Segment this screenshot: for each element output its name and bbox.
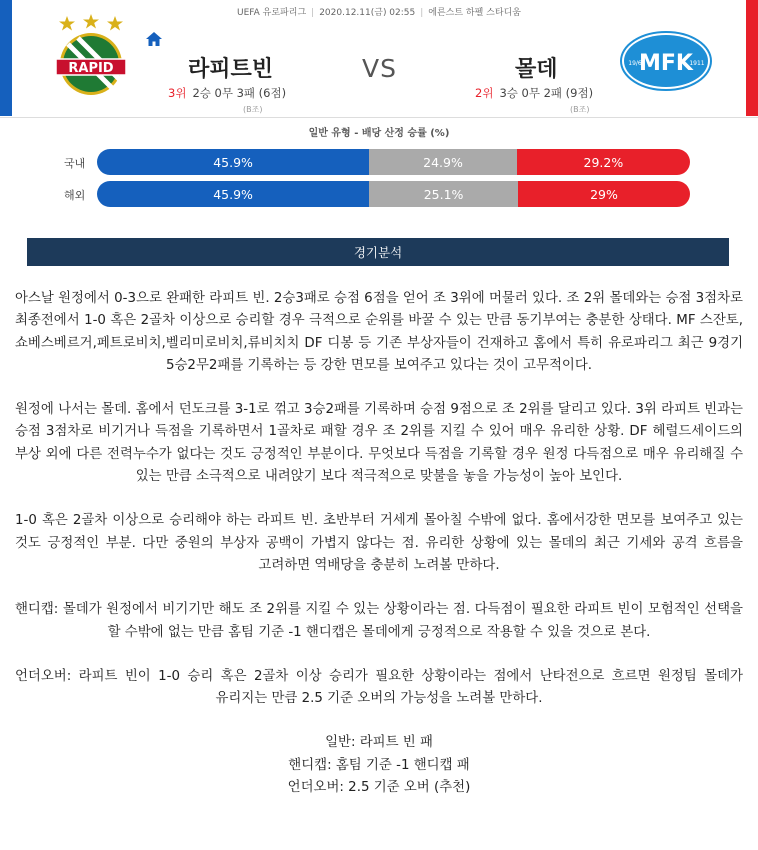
odds-row-label: 국내 xyxy=(64,157,86,170)
away-logo-text: MFK xyxy=(639,51,693,76)
away-record xyxy=(475,85,593,101)
venue-name: 에른스트 하펠 스타디움 xyxy=(428,8,521,18)
odds-row-domestic xyxy=(0,149,758,175)
match-datetime: 2020.12.11(금) 02:55 xyxy=(319,8,416,18)
analysis-paragraph: 핸디캡: 몰데가 원정에서 비기기만 해도 조 2위를 지킬 수 있는 상황이라는 점. 다득점이 필요한 라피트 빈이 모험적인 선택을 할 수밖에 없는 만큼 홈팀 기준 -1 핸디캡은 몰데에게 긍정적으로 작용할 수 있을 것으로 본다. xyxy=(15,602,743,640)
odds-away-segment: 29% xyxy=(518,181,690,207)
analysis-body xyxy=(15,288,743,799)
home-team-logo xyxy=(50,14,132,96)
away-team-name: 몰데 xyxy=(515,57,558,82)
pick-over-under: 언더오버: 2.5 기준 오버 (추천) xyxy=(287,780,471,796)
away-record-text: 3승 0무 2패 (9점) xyxy=(499,86,594,100)
odds-bar xyxy=(97,181,690,207)
odds-home-segment: 45.9% xyxy=(97,149,369,175)
league-name: UEFA 유로파리그 xyxy=(237,8,307,18)
home-team-name: 라피트빈 xyxy=(188,57,274,82)
pick-general: 일반: 라피트 빈 패 xyxy=(325,735,433,751)
home-group: (B조) xyxy=(243,105,263,114)
odds-row-label: 해외 xyxy=(64,189,86,202)
home-team-icon xyxy=(146,32,162,46)
odds-draw-segment: 24.9% xyxy=(369,149,517,175)
analysis-paragraph: 원정에 나서는 몰데. 홈에서 던도크를 3-1로 꺾고 3승2패를 기록하며 승점 9점으로 조 2위를 달리고 있다. 3위 라피트 빈과는 승점 3점차로 비기거나 득점을 기록하면서 1골차로 패할 경우 조 2위를 지킬 수 있어 매우 유리한 상황. DF 헤럴드세이드의 부상 외에 다른 전력누수가 없다는 것도 긍정적인 부분이다. 무엇보다 득점을 기록할 경우 원정 다득점으로 매우 유리해질 수 있는 만큼 소극적으로 내려앉기 보다 적극적으로 맞불을 놓을 가능성이 높아 보인다. xyxy=(15,402,743,485)
home-rank: 3위 xyxy=(168,86,187,100)
vs-label: VS xyxy=(362,54,397,83)
odds-bar xyxy=(97,149,690,175)
analysis-paragraph: 아스날 원정에서 0-3으로 완패한 라피트 빈. 2승3패로 승점 6점을 얻어 조 3위에 머물러 있다. 조 2위 몰데와는 승점 3점차로 최종전에서 1-0 혹은 2골차 이상으로 승리할 경우 극적으로 순위를 바꿀 수 있는 만큼 동기부여는 충분한 상태다. MF 스잔토,쇼베스베르거,페트로비치,벨리미로비치,류비치치 DF 디봉 등 기존 부상자들이 건재하고 홈에서 특히 유로파리그 최근 9경기 5승2무2패를 기록하는 등 강한 면모를 보여주고 있다는 것이 고무적이다. xyxy=(15,291,743,373)
pick-handicap: 핸디캡: 홈팀 기준 -1 핸디캡 패 xyxy=(288,757,470,773)
away-team-logo xyxy=(620,30,712,92)
odds-title: 일반 유형 - 배당 산정 승률 (%) xyxy=(308,128,450,139)
analysis-paragraph: 1-0 혹은 2골차 이상으로 승리해야 하는 라피트 빈. 초반부터 거세게 몰아칠 수밖에 없다. 홈에서강한 면모를 보여주고 있는 것도 긍정적인 부분. 다만 중원의 부상자 공백이 가볍지 않다는 점. 유리한 상황에 있는 몰데의 최근 기세와 공격 흐름을 고려하면 역배당을 충분히 노려볼 만하다. xyxy=(15,513,743,573)
odds-away-segment: 29.2% xyxy=(517,149,690,175)
home-record-text: 2승 0무 3패 (6점) xyxy=(192,86,287,100)
away-group: (B조) xyxy=(570,105,590,114)
analysis-header: 경기분석 xyxy=(27,238,729,266)
odds-home-segment: 45.9% xyxy=(97,181,369,207)
away-rank: 2위 xyxy=(475,86,494,100)
picks-summary xyxy=(15,732,743,799)
analysis-paragraph: 언더오버: 라피트 빈이 1-0 승리 혹은 2골차 이상 승리가 필요한 상황이라는 점에서 난타전으로 흐르면 원정팀 몰데가 유리지는 만큼 2.5 기준 오버의 가능성을 노려볼 만하다. xyxy=(15,668,743,707)
away-logo-year-right: 1911 xyxy=(689,60,705,67)
odds-row-overseas xyxy=(0,181,758,207)
home-logo-text: RAPID xyxy=(68,61,114,76)
away-logo-year-left: 19/6 xyxy=(628,60,642,67)
divider xyxy=(0,117,758,118)
odds-draw-segment: 25.1% xyxy=(369,181,518,207)
home-record xyxy=(168,85,286,101)
match-info: UEFA 유로파리그 | 2020.12.11(금) 02:55 | 에른스트 하펠 스타디움 xyxy=(0,5,758,18)
